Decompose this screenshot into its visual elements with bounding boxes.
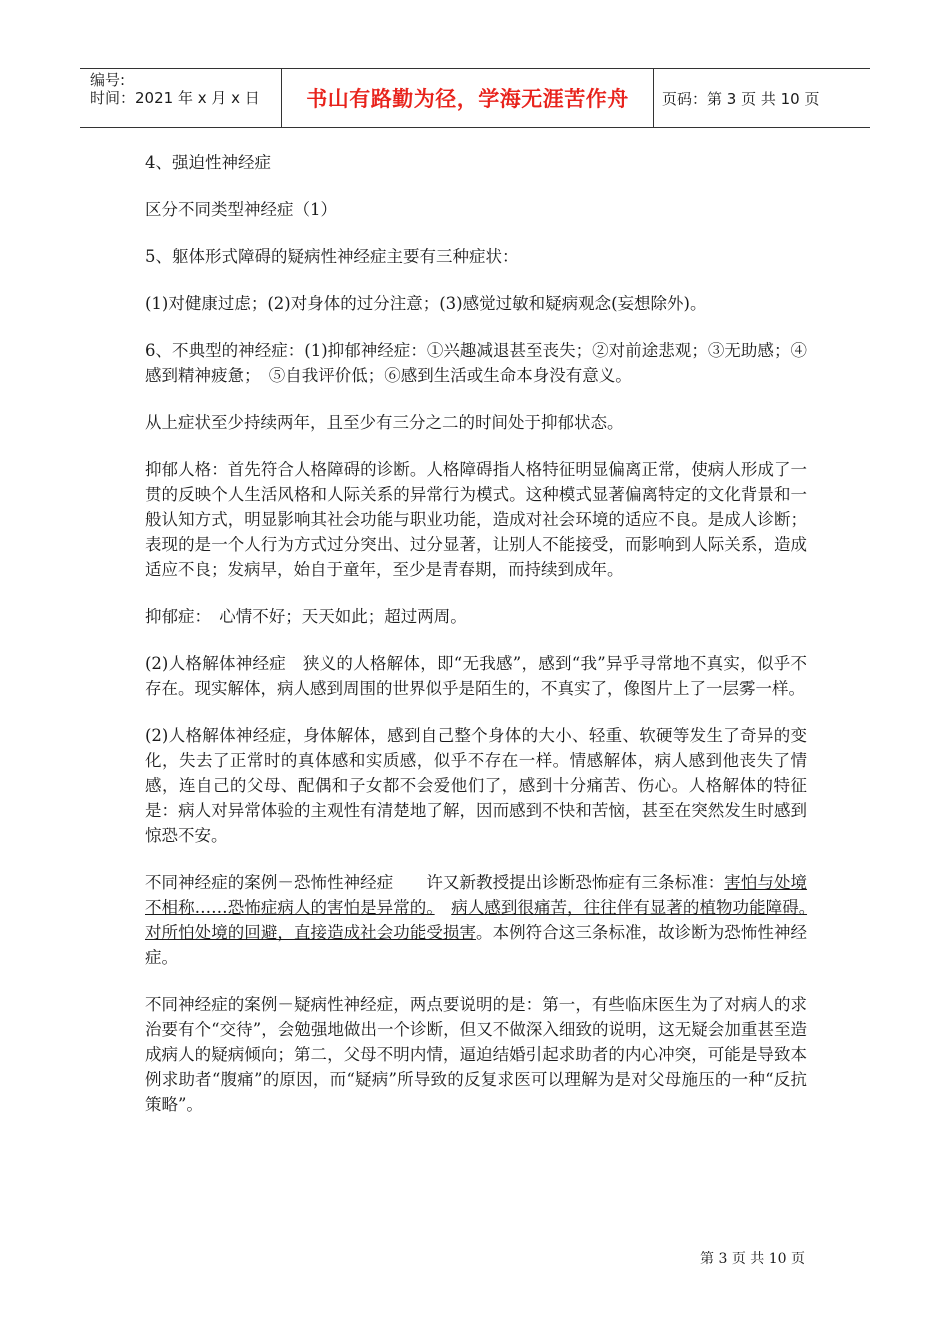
document-number-label: 编号: (90, 71, 126, 89)
header-motto: 书山有路勤为径，学海无涯苦作舟 (306, 87, 629, 111)
header-page-cell (654, 69, 870, 127)
criterion-2: 病人感到很痛苦，往往伴有显著的植物功能障碍。 (451, 898, 808, 917)
paragraph: 抑郁症： 心情不好；天天如此；超过两周。 (145, 607, 467, 626)
criterion-3: 对所怕处境的回避，直接造成社会功能受损害 (145, 923, 477, 942)
criterion-1: 害怕与处境不相称……恐怖症病人的害怕是异常的。 (145, 873, 808, 917)
paragraph: 区分不同类型神经症（1） (145, 200, 337, 219)
paragraph: (1)对健康过虑；(2)对身体的过分注意；(3)感觉过敏和疑病观念(妄想除外)。 (145, 294, 707, 313)
section-heading: 5、躯体形式障碍的疑病性神经症主要有三种症状： (145, 247, 519, 266)
case-phobia-conclusion: 。本例符合这三条标准，故诊断为恐怖性神经症。 (145, 923, 808, 967)
page-header (80, 68, 870, 128)
page-footer: 第 3 页 共 10 页 (700, 1251, 805, 1267)
paragraph: 6、不典型的神经症：(1)抑郁神经症：①兴趣减退甚至丧失；②对前途悲观；③无助感；④感到精神疲惫； ⑤自我评价低；⑥感到生活或生命本身没有意义。 (145, 341, 807, 385)
case-hypochondria-paragraph: 不同神经症的案例－疑病性神经症，两点要说明的是：第一，有些临床医生为了对病人的求治要有个“交待”，会勉强地做出一个诊断，但又不做深入细致的说明，这无疑会加重甚至造成病人的疑病倾向；第二，父母不明内情，逼迫结婚引起求助者的内心冲突，可能是导致本例求助者“腹痛”的原因，而“疑病”所导致的反复求医可以理解为是对父母施压的一种“反抗策略”。 (145, 995, 807, 1114)
paragraph: (2)人格解体神经症 狭义的人格解体，即“无我感”，感到“我”异乎寻常地不真实，似乎不存在。现实解体，病人感到周围的世界似乎是陌生的，不真实了，像图片上了一层雾一样。 (145, 654, 807, 698)
document-date-label: 时间：2021 年 x 月 x 日 (90, 89, 260, 107)
paragraph: 从上症状至少持续两年，且至少有三分之二的时间处于抑郁状态。 (145, 413, 624, 432)
section-heading: 4、强迫性神经症 (145, 153, 271, 172)
paragraph: 抑郁人格：首先符合人格障碍的诊断。人格障碍指人格特征明显偏离正常，使病人形成了一贯的反映个人生活风格和人际关系的异常行为模式。这种模式显著偏离特定的文化背景和一般认知方式，明显影响其社会功能与职业功能，造成对社会环境的适应不良。是成人诊断；表现的是一个人行为方式过分突出、过分显著，让别人不能接受，而影响到人际关系，造成适应不良；发病早，始自于童年，至少是青春期，而持续到成年。 (145, 460, 807, 579)
case-phobia-intro: 不同神经症的案例－恐怖性神经症 许又新教授提出诊断恐怖症有三条标准： (145, 873, 725, 892)
case-phobia-paragraph (145, 870, 807, 970)
header-motto-cell (282, 69, 654, 127)
paragraph: (2)人格解体神经症，身体解体，感到自己整个身体的大小、轻重、软硬等发生了奇异的变化，失去了正常时的真体感和实质感，似乎不存在一样。情感解体，病人感到他丧失了情感，连自己的父母、配偶和子女都不会爱他们了，感到十分痛苦、伤心。人格解体的特征是：病人对异常体验的主观性有清楚地了解，因而感到不快和苦恼，甚至在突然发生时感到惊恐不安。 (145, 726, 807, 845)
header-page-number: 页码：第 3 页 共 10 页 (662, 89, 820, 108)
header-meta (80, 69, 282, 127)
document-body (145, 150, 807, 1139)
